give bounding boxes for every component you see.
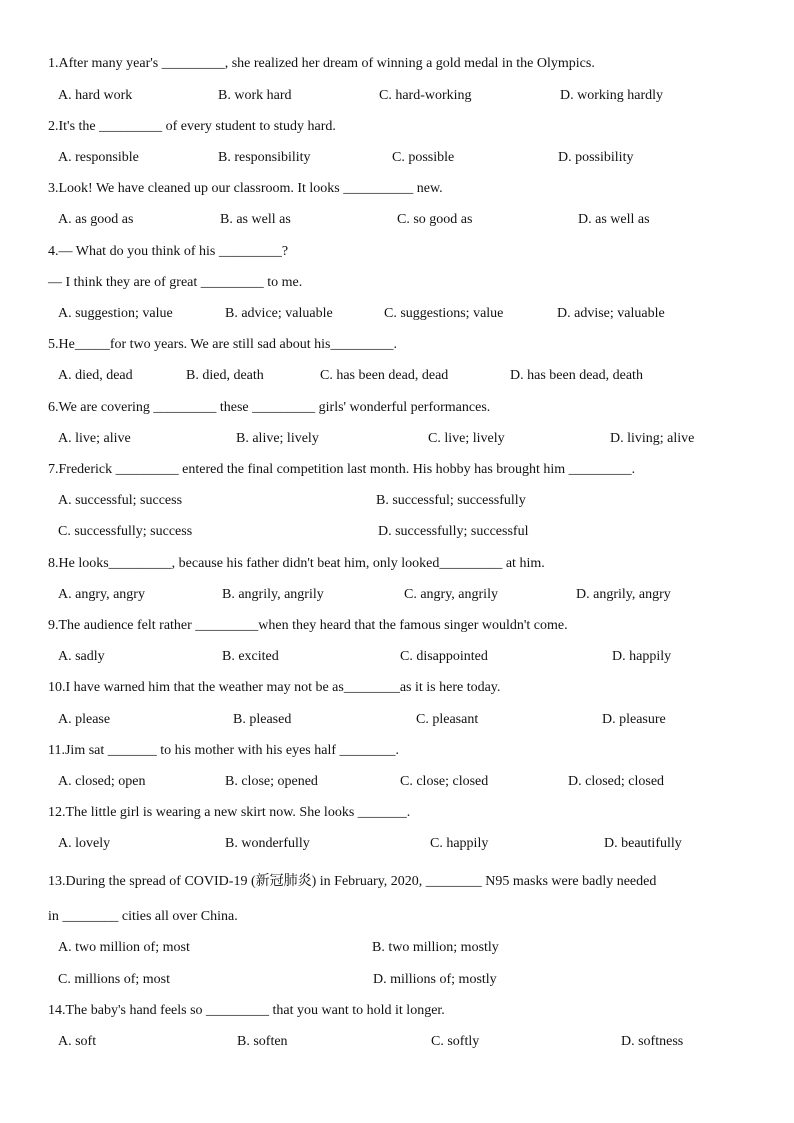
question-stem: 11.Jim sat _______ to his mother with his eyes half ________. [48, 743, 400, 758]
question-stem: 2.It's the _________ of every student to study hard. [48, 119, 336, 134]
option-c: C. angry, angrily [404, 587, 498, 602]
option-a: A. hard work [58, 88, 133, 103]
option-b: B. alive; lively [236, 431, 319, 446]
question-stem: 10.I have warned him that the weather may not be as________as it is here today. [48, 680, 501, 695]
option-d: D. as well as [578, 212, 650, 227]
option-c: C. happily [430, 836, 489, 851]
option-d: D. pleasure [602, 712, 666, 727]
option-d: D. successfully; successful [378, 524, 529, 539]
option-a: A. soft [58, 1034, 97, 1049]
option-d: D. closed; closed [568, 774, 665, 789]
option-c: C. live; lively [428, 431, 505, 446]
option-a: A. died, dead [58, 368, 133, 383]
option-c: C. close; closed [400, 774, 489, 789]
option-c: C. millions of; most [58, 972, 171, 987]
option-b: B. angrily, angrily [222, 587, 324, 602]
option-b: B. excited [222, 649, 279, 664]
question-stem: 6.We are covering _________ these _________ girls' wonderful performances. [48, 400, 491, 415]
option-a: A. suggestion; value [58, 306, 173, 321]
option-a: A. closed; open [58, 774, 146, 789]
option-d: D. millions of; mostly [373, 972, 497, 987]
question-stem: 14.The baby's hand feels so _________ that you want to hold it longer. [48, 1003, 445, 1018]
option-d: D. possibility [558, 150, 634, 165]
option-a: A. sadly [58, 649, 105, 664]
question-stem: 8.He looks_________, because his father didn't beat him, only looked_________ at him. [48, 556, 545, 571]
option-b: B. as well as [220, 212, 291, 227]
question-stem-continued: — I think they are of great _________ to me. [48, 275, 303, 290]
option-a: A. two million of; most [58, 940, 190, 955]
question-stem: 3.Look! We have cleaned up our classroom. It looks __________ new. [48, 181, 443, 196]
option-a: A. as good as [58, 212, 134, 227]
option-c: C. suggestions; value [384, 306, 504, 321]
option-d: D. has been dead, death [510, 368, 643, 383]
option-c: C. so good as [397, 212, 473, 227]
question-stem: 1.After many year's _________, she realized her dream of winning a gold medal in the Olympics. [48, 56, 595, 71]
option-c: C. has been dead, dead [320, 368, 449, 383]
option-b: B. two million; mostly [372, 940, 499, 955]
option-d: D. beautifully [604, 836, 682, 851]
option-b: B. pleased [233, 712, 292, 727]
option-c: C. disappointed [400, 649, 488, 664]
option-d: D. softness [621, 1034, 684, 1049]
option-d: D. angrily, angry [576, 587, 671, 602]
option-a: A. live; alive [58, 431, 131, 446]
option-c: C. softly [431, 1034, 480, 1049]
option-c: C. hard-working [379, 88, 472, 103]
question-stem: 5.He_____for two years. We are still sad about his_________. [48, 337, 397, 352]
option-b: B. advice; valuable [225, 306, 333, 321]
option-d: D. advise; valuable [557, 306, 665, 321]
option-b: B. responsibility [218, 150, 311, 165]
question-stem: 7.Frederick _________ entered the final competition last month. His hobby has brought him _________. [48, 462, 636, 477]
option-d: D. happily [612, 649, 672, 664]
option-a: A. lovely [58, 836, 111, 851]
option-a: A. responsible [58, 150, 139, 165]
option-d: D. working hardly [560, 88, 664, 103]
option-c: C. possible [392, 150, 455, 165]
option-c: C. pleasant [416, 712, 479, 727]
option-b: B. work hard [218, 88, 292, 103]
question-stem: 4.— What do you think of his _________? [48, 244, 289, 259]
question-stem: 12.The little girl is wearing a new skirt now. She looks _______. [48, 805, 411, 820]
question-stem: 13.During the spread of COVID-19 (新冠肺炎) in February, 2020, ________ N95 masks were badly needed [48, 874, 657, 889]
option-b: B. close; opened [225, 774, 318, 789]
question-stem-continued: in ________ cities all over China. [48, 909, 238, 924]
option-c: C. successfully; success [58, 524, 193, 539]
option-a: A. successful; success [58, 493, 183, 508]
option-d: D. living; alive [610, 431, 695, 446]
option-a: A. please [58, 712, 111, 727]
option-b: B. wonderfully [225, 836, 310, 851]
option-b: B. soften [237, 1034, 288, 1049]
option-b: B. successful; successfully [376, 493, 526, 508]
question-stem: 9.The audience felt rather _________when they heard that the famous singer wouldn't come. [48, 618, 568, 633]
option-a: A. angry, angry [58, 587, 145, 602]
option-b: B. died, death [186, 368, 264, 383]
